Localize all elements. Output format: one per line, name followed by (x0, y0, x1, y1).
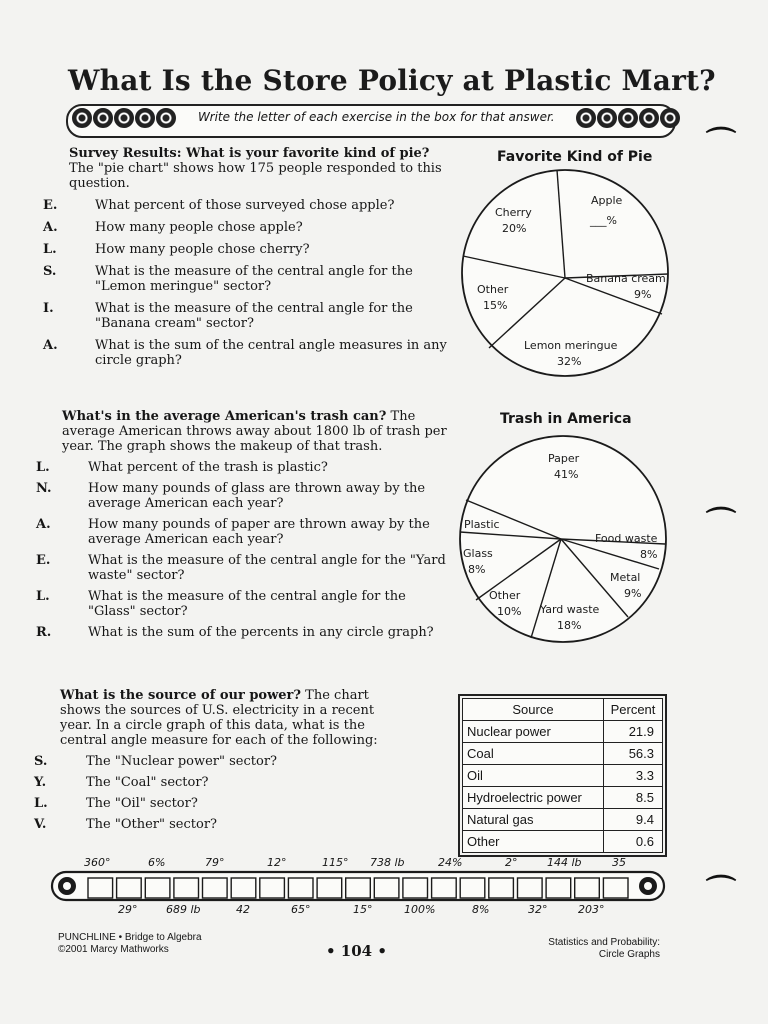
answer-top-label: 738 lb (370, 856, 405, 869)
pie1-label-name: Apple (591, 194, 623, 207)
answer-box[interactable] (231, 878, 256, 898)
pie2-chart (456, 432, 670, 648)
section-lead (69, 146, 457, 191)
pie2-label-value: 18% (557, 619, 582, 632)
banner-left-rings (72, 108, 176, 130)
answer-box[interactable] (317, 878, 342, 898)
pie2-label-name: Food waste (595, 532, 658, 545)
ring-icon (156, 108, 176, 128)
answer-box[interactable] (203, 878, 228, 898)
ring-icon (597, 108, 617, 128)
ring-icon (576, 108, 596, 128)
power-sources-table-frame (458, 694, 667, 857)
strip-right-knob-center (644, 882, 652, 890)
answer-bottom-label: 29° (118, 903, 138, 916)
answer-box[interactable] (346, 878, 371, 898)
answer-box[interactable] (288, 878, 313, 898)
question-item: A. How many people chose apple? (43, 220, 303, 235)
ring-icon (135, 108, 155, 128)
footer-publisher: PUNCHLINE • Bridge to Algebra ©2001 Marcy Mathworks (58, 932, 202, 955)
section-intro: The chart shows the sources of U.S. electricity in a recent year. In a circle graph of this data, what is the central angle measure for each of the following: (60, 688, 378, 748)
footer-topic: Statistics and Probability: Circle Graphs (548, 937, 660, 960)
hole-punch-mark-icon: ⌒ (706, 126, 736, 161)
table-row: Natural gas 9.4 (463, 809, 663, 831)
question-item: E. What is the measure of the central angle for the "Yard waste" sector? (36, 553, 446, 583)
answer-box[interactable] (460, 878, 485, 898)
answer-bottom-label: 689 lb (166, 903, 201, 916)
pie2-label-value: 8% (468, 563, 486, 576)
answer-box[interactable] (603, 878, 628, 898)
answer-top-label: 35 (612, 856, 626, 869)
pie1-chart (458, 166, 672, 380)
section-heading: Survey Results: What is your favorite kind of pie? (69, 146, 430, 161)
answer-box[interactable] (546, 878, 571, 898)
question-item: A. What is the sum of the central angle measures in any circle graph? (43, 338, 447, 368)
question-item: Y. The "Coal" sector? (34, 775, 209, 790)
table-row: Oil 3.3 (463, 765, 663, 787)
pie1-label-value: 32% (557, 355, 582, 368)
answer-bottom-label: 65° (291, 903, 311, 916)
ring-icon (72, 108, 92, 128)
answer-top-label: 12° (267, 856, 287, 869)
answer-box[interactable] (432, 878, 457, 898)
answer-box[interactable] (518, 878, 543, 898)
hole-punch-mark-icon: ⌒ (706, 506, 736, 541)
answer-bottom-label: 32° (528, 903, 548, 916)
pie2-label-name: Plastic (464, 518, 500, 531)
section-lead (60, 688, 405, 748)
pie2-label-name: Yard waste (540, 603, 600, 616)
page-number: • 104 • (326, 942, 387, 960)
pie1-title: Favorite Kind of Pie (497, 149, 653, 165)
strip-left-knob-center (63, 882, 71, 890)
answer-bottom-label: 8% (472, 903, 490, 916)
question-item: S. The "Nuclear power" sector? (34, 754, 278, 769)
section-heading: What is the source of our power? (60, 688, 302, 703)
answer-box[interactable] (575, 878, 600, 898)
section-intro: The "pie chart" shows how 175 people responded to this question. (69, 161, 442, 191)
answer-box[interactable] (374, 878, 399, 898)
pie1-label-value: 9% (634, 288, 652, 301)
answer-box[interactable] (117, 878, 142, 898)
pie2-label-value: 10% (497, 605, 522, 618)
question-item: L. What is the measure of the central angle for the "Glass" sector? (36, 589, 406, 619)
question-item: V. The "Other" sector? (34, 817, 218, 832)
pie1-label-name: Lemon meringue (524, 339, 618, 352)
power-sources-table (462, 698, 663, 853)
section-intro: The average American throws away about 1800 lb of trash per year. The graph shows the makeup of that trash. (62, 409, 447, 454)
question-item: E. What percent of those surveyed chose apple? (43, 198, 395, 213)
answer-top-label: 24% (438, 856, 463, 869)
section-heading: What's in the average American's trash can? (62, 409, 387, 424)
question-item: L. How many people chose cherry? (43, 242, 310, 257)
answer-top-label: 6% (148, 856, 166, 869)
instruction-text: Write the letter of each exercise in the box for that answer. (198, 110, 555, 124)
question-item: L. The "Oil" sector? (34, 796, 198, 811)
column-header-percent: Percent (604, 699, 663, 721)
pie2-label-name: Glass (463, 547, 493, 560)
pie1-label-name: Banana cream (586, 272, 666, 285)
answer-box[interactable] (260, 878, 285, 898)
column-header-source: Source (463, 699, 604, 721)
question-item: N. How many pounds of glass are thrown away by the average American each year? (36, 481, 426, 511)
question-item: A. How many pounds of paper are thrown away by the average American each year? (36, 517, 430, 547)
answer-top-label: 360° (84, 856, 111, 869)
answer-box[interactable] (174, 878, 199, 898)
answer-top-label: 2° (505, 856, 518, 869)
question-item: R. What is the sum of the percents in any circle graph? (36, 625, 434, 640)
section-power (34, 688, 445, 832)
answer-boxes (88, 878, 628, 898)
pie2-label-name: Paper (548, 452, 580, 465)
section-pie-survey (43, 146, 457, 368)
pie2-label-name: Other (489, 589, 521, 602)
answer-box[interactable] (489, 878, 514, 898)
pie2-label-value: 8% (640, 548, 658, 561)
pie1-label-value: ___% (590, 214, 617, 227)
pie1-label-name: Other (477, 283, 509, 296)
table-header-row (463, 699, 663, 721)
banner-right-rings (576, 108, 680, 130)
answer-bottom-label: 100% (404, 903, 436, 916)
pie1-label-name: Cherry (495, 206, 532, 219)
section-lead (62, 409, 454, 454)
answer-box[interactable] (145, 878, 170, 898)
hole-punch-mark-icon: ⌒ (706, 874, 736, 909)
ring-icon (639, 108, 659, 128)
table-row: Coal 56.3 (463, 743, 663, 765)
ring-icon (93, 108, 113, 128)
answer-bottom-label: 42 (236, 903, 250, 916)
ring-icon (114, 108, 134, 128)
question-item: I. What is the measure of the central angle for the "Banana cream" sector? (43, 301, 413, 331)
question-item: L. What percent of the trash is plastic? (36, 460, 328, 475)
answer-top-label: 144 lb (547, 856, 582, 869)
answer-box[interactable] (88, 878, 113, 898)
pie2-label-value: 41% (554, 468, 579, 481)
pie2-label-value: 9% (624, 587, 642, 600)
answer-top-label: 115° (322, 856, 349, 869)
table-row: Other 0.6 (463, 831, 663, 853)
question-item: S. What is the measure of the central angle for the "Lemon meringue" sector? (43, 264, 413, 294)
table-row: Hydroelectric power 8.5 (463, 787, 663, 809)
answer-box[interactable] (403, 878, 428, 898)
answer-bottom-label: 203° (578, 903, 605, 916)
section-trash (36, 409, 454, 640)
page-title: What Is the Store Policy at Plastic Mart? (68, 64, 716, 97)
answer-top-label: 79° (205, 856, 225, 869)
answer-bottom-label: 15° (353, 903, 373, 916)
table-row: Nuclear power 21.9 (463, 721, 663, 743)
ring-icon (618, 108, 638, 128)
pie1-label-value: 15% (483, 299, 508, 312)
pie2-title: Trash in America (500, 411, 632, 427)
ring-icon (660, 108, 680, 128)
pie2-label-name: Metal (610, 571, 641, 584)
pie1-label-value: 20% (502, 222, 527, 235)
